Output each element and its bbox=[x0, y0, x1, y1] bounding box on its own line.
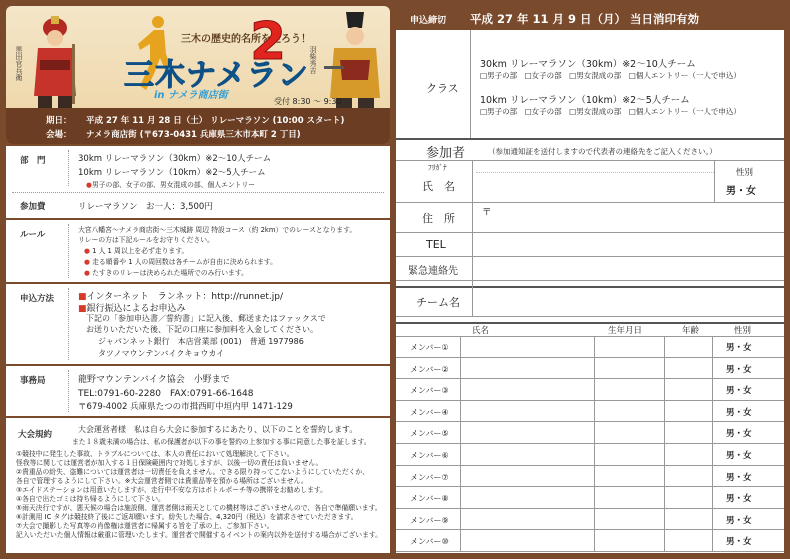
deadline-bar bbox=[396, 6, 784, 30]
terms-5: ⑤雨天決行ですが、悪天候の場合は施設側、運営者側は雨天としての機材等はございませんので、各自で準備願います。 bbox=[16, 504, 382, 512]
address-label: 住 所 bbox=[422, 212, 455, 225]
entry-form bbox=[396, 30, 784, 553]
member-row[interactable] bbox=[396, 336, 784, 358]
apply-label: 申込方法 bbox=[20, 294, 55, 304]
member-sex-choice[interactable]: 男・女 bbox=[726, 537, 752, 548]
divider bbox=[472, 160, 473, 290]
red-square-icon: ■ bbox=[78, 304, 87, 314]
member-sex-choice[interactable]: 男・女 bbox=[726, 515, 752, 526]
member-label: メンバー④ bbox=[410, 407, 449, 417]
event-info-bar bbox=[6, 108, 390, 144]
member-label: メンバー③ bbox=[410, 386, 449, 396]
class-label: クラス bbox=[426, 82, 459, 95]
event-banner bbox=[6, 6, 390, 144]
member-sex-choice[interactable]: 男・女 bbox=[726, 364, 752, 375]
terms-3: ③エイドステーションは用意いたしますが、走行中不安な方はボトルポーチ等の携帯をお勧めします。 bbox=[16, 486, 327, 494]
divider bbox=[396, 286, 784, 288]
member-sex-choice[interactable]: 男・女 bbox=[726, 343, 752, 353]
member-label: メンバー② bbox=[410, 364, 449, 374]
terms-pledge: 大会運営者様 私は自ら大会に参加するにあたり、以下のことを誓約します。 bbox=[78, 425, 358, 434]
apply-bank-text: 銀行振込によるお申込み bbox=[86, 304, 186, 314]
rules-box bbox=[6, 220, 390, 282]
account-holder: タツノマウンテンバイクキョウカイ bbox=[98, 349, 225, 358]
apply-internet-text: インターネット ランネット：http://runnet.jp/ bbox=[86, 292, 283, 302]
rules-course: 大宮八幡宮〜ナメラ商店街〜三木城跡 周辺 特設コース（約 2km）でのレースとなります。 bbox=[78, 226, 357, 234]
divider bbox=[472, 286, 473, 316]
divider bbox=[12, 192, 384, 193]
fee-label: 参加費 bbox=[20, 202, 46, 212]
rule-item-1-text: 1 人 1 周以上を必ず走ります。 bbox=[92, 247, 189, 255]
venue-value: ナメラ商店街 (〒673-0431 兵庫県三木市本町 2 丁目) bbox=[86, 130, 301, 140]
furigana-label: ﾌﾘｶﾞﾅ bbox=[428, 163, 447, 172]
team-label: チーム名 bbox=[416, 296, 460, 309]
class-30km: 30km リレーマラソン（30km）※2〜10人チーム bbox=[480, 59, 696, 70]
bullet-icon: ● bbox=[86, 181, 92, 189]
member-label: メンバー① bbox=[410, 343, 449, 352]
event-subtitle: in ナメラ商店街 bbox=[154, 90, 228, 101]
right-character-name: 羽柴秀吉 bbox=[309, 46, 317, 74]
terms-label: 大会規約 bbox=[18, 430, 53, 440]
member-label: メンバー⑧ bbox=[410, 494, 449, 504]
member-label: メンバー⑥ bbox=[410, 451, 449, 460]
division-30km: 30km リレーマラソン（30km）※2〜10人チーム bbox=[78, 154, 272, 164]
division-categories-text: 男子の部、女子の部、男女混成の部、個人エントリー bbox=[91, 181, 256, 189]
divisions-label: 部 門 bbox=[20, 156, 46, 166]
division-10km: 10km リレーマラソン（10km）※2〜5人チーム bbox=[78, 168, 266, 178]
venue-label: 会場： bbox=[46, 130, 72, 140]
participant-note: （参加通知証を送付しますので代表者の連絡先をご記入ください。） bbox=[488, 147, 717, 156]
participant-header bbox=[396, 138, 784, 160]
date-label: 期日： bbox=[46, 116, 72, 126]
rule-item-3 bbox=[84, 267, 248, 277]
class-10km: 10km リレーマラソン（10km）※2〜5人チーム bbox=[480, 95, 690, 106]
bullet-icon: ● bbox=[84, 258, 93, 266]
divisions-box bbox=[6, 146, 390, 218]
column-name: 氏名 bbox=[472, 326, 490, 336]
postal-mark: 〒 bbox=[482, 207, 492, 218]
divider bbox=[396, 280, 784, 281]
member-row[interactable] bbox=[396, 487, 784, 509]
rule-item-3-text: たすきのリレーは決められた場所でのみ行います。 bbox=[92, 269, 248, 277]
member-sex-choice[interactable]: 男・女 bbox=[726, 451, 752, 461]
column-birth: 生年月日 bbox=[608, 326, 643, 336]
column-age: 年齢 bbox=[682, 326, 700, 336]
terms-privacy: 記入いただいた個人情報は厳重に管理いたします。運営者で開催するイベントの案内以外を送付する場合がございます。 bbox=[16, 531, 382, 539]
divider bbox=[68, 370, 69, 412]
rule-item-1 bbox=[84, 245, 188, 255]
sex-choice[interactable]: 男・女 bbox=[726, 186, 756, 197]
member-row[interactable] bbox=[396, 422, 784, 444]
member-sex-choice[interactable]: 男・女 bbox=[726, 386, 752, 397]
office-name: 龍野マウンテンバイク協会 小野まで bbox=[78, 375, 230, 385]
apply-instructions-2: お送りいただいた後、下記の口座に参加料を入金してください。 bbox=[86, 325, 318, 334]
divider bbox=[68, 288, 69, 360]
member-sex-choice[interactable]: 男・女 bbox=[726, 429, 752, 440]
divider bbox=[470, 30, 471, 138]
member-sex-choice[interactable]: 男・女 bbox=[726, 407, 752, 418]
terms-2b: 各自で管理するようにして下さい。※大会運営者側では貴重品等を預かる場所はございません。 bbox=[16, 477, 308, 485]
member-sex-choice[interactable]: 男・女 bbox=[726, 494, 752, 505]
divider bbox=[396, 322, 784, 324]
bank-account: ジャパンネット銀行 本店営業部 (001) 普通 1977986 bbox=[98, 337, 304, 346]
member-row[interactable] bbox=[396, 530, 784, 552]
sex-label: 性別 bbox=[736, 168, 754, 178]
member-sex-choice[interactable]: 男・女 bbox=[726, 472, 752, 483]
bullet-icon: ● bbox=[84, 269, 93, 277]
divider bbox=[396, 202, 784, 203]
bullet-icon: ● bbox=[84, 247, 93, 255]
divider bbox=[396, 316, 784, 317]
divider bbox=[396, 232, 784, 233]
divider bbox=[714, 160, 715, 202]
divider bbox=[396, 256, 784, 257]
member-label: メンバー⑦ bbox=[410, 472, 449, 482]
deadline-label: 申込締切 bbox=[410, 16, 447, 26]
terms-4: ④各自で出たゴミは持ち帰るようにして下さい。 bbox=[16, 495, 165, 503]
date-value: 平成 27 年 11 月 28 日（土） リレーマラソン (10:00 スタート) bbox=[86, 116, 345, 126]
apply-instructions-1: 下記の「参加申込書／誓約書」に記入後、郵送またはファックスで bbox=[86, 314, 326, 323]
reception-time: 受付 8:30 〜 9:30 bbox=[274, 97, 342, 106]
emergency-label: 緊急連絡先 bbox=[408, 266, 458, 277]
member-row[interactable] bbox=[396, 466, 784, 488]
terms-1b: 怪我等に関しては運営者が加入する１日保険範囲内で対処しますが、以後一切の責任は負いません。 bbox=[16, 459, 323, 467]
divider bbox=[68, 224, 69, 278]
terms-box bbox=[6, 418, 390, 553]
office-box bbox=[6, 366, 390, 416]
class-10km-options[interactable]: □男子の部 □女子の部 □男女混成の部 □個人エントリー（一人で申込） bbox=[480, 107, 741, 116]
division-categories bbox=[86, 179, 255, 189]
rule-item-2-text: 走る順番や 1 人の周回数は各チームが自由に決められます。 bbox=[92, 258, 277, 266]
deadline-value: 平成 27 年 11 月 9 日（月） 当日消印有効 bbox=[470, 12, 700, 26]
divider bbox=[476, 172, 714, 173]
tel-label: TEL bbox=[426, 238, 446, 251]
left-character-name: 黒田官兵衛 bbox=[15, 46, 23, 81]
member-row[interactable] bbox=[396, 401, 784, 423]
member-row[interactable] bbox=[396, 358, 784, 380]
column-sex: 性別 bbox=[734, 326, 752, 336]
member-row[interactable] bbox=[396, 509, 784, 531]
apply-box bbox=[6, 284, 390, 364]
member-label: メンバー⑨ bbox=[410, 515, 449, 525]
terms-guardian: また１８歳未満の場合は、私の保護者が以下の事を誓約の上参加する事に同意した事を証します。 bbox=[72, 438, 371, 446]
member-row[interactable] bbox=[396, 444, 784, 466]
class-30km-options[interactable]: □男子の部 □女子の部 □男女混成の部 □個人エントリー（一人で申込） bbox=[480, 71, 741, 80]
member-label: メンバー⑩ bbox=[410, 537, 449, 547]
office-phone: TEL:0791-60-2280 FAX:0791-66-1648 bbox=[78, 389, 254, 399]
divider bbox=[68, 150, 69, 186]
fee-value: リレーマラソン お一人：3,500円 bbox=[78, 202, 213, 212]
terms-6: ⑥計測用 IC タグは競技終了後にご返却願います。紛失した場合、4,320円（税込）を請求させていただきます。 bbox=[16, 513, 358, 521]
edition-number: 2 bbox=[250, 12, 287, 72]
event-title: 三木ナメラン bbox=[124, 58, 309, 93]
rules-intro: リレーの方は下記ルールをお守りください。 bbox=[78, 236, 214, 244]
terms-2: ②貴重品の紛失、盗難については運営者は一切責任を負えません。できる限り持ってこないようにしていただくか、 bbox=[16, 468, 370, 476]
red-square-icon: ■ bbox=[78, 292, 87, 302]
divider bbox=[396, 160, 784, 161]
rules-label: ルール bbox=[20, 230, 46, 240]
office-label: 事務局 bbox=[20, 376, 46, 386]
rule-item-2 bbox=[84, 256, 277, 266]
office-address: 〒679-4002 兵庫県たつの市揖西町中垣内甲 1471-129 bbox=[78, 402, 293, 412]
banner-tagline: 三木の歴史的名所を走ろう！ bbox=[181, 34, 311, 45]
name-label: 氏 名 bbox=[422, 180, 455, 193]
participant-title: 参加者 bbox=[426, 146, 466, 161]
terms-1: ①競技中に発生した事故、トラブルについては、本人の責任において処理解決して下さい。 bbox=[16, 450, 294, 458]
member-row[interactable] bbox=[396, 379, 784, 401]
terms-7: ⑦大会で撮影した写真等の肖像権は運営者に帰属する旨を了承の上、ご参加下さい。 bbox=[16, 522, 274, 530]
member-label: メンバー⑤ bbox=[410, 429, 449, 439]
